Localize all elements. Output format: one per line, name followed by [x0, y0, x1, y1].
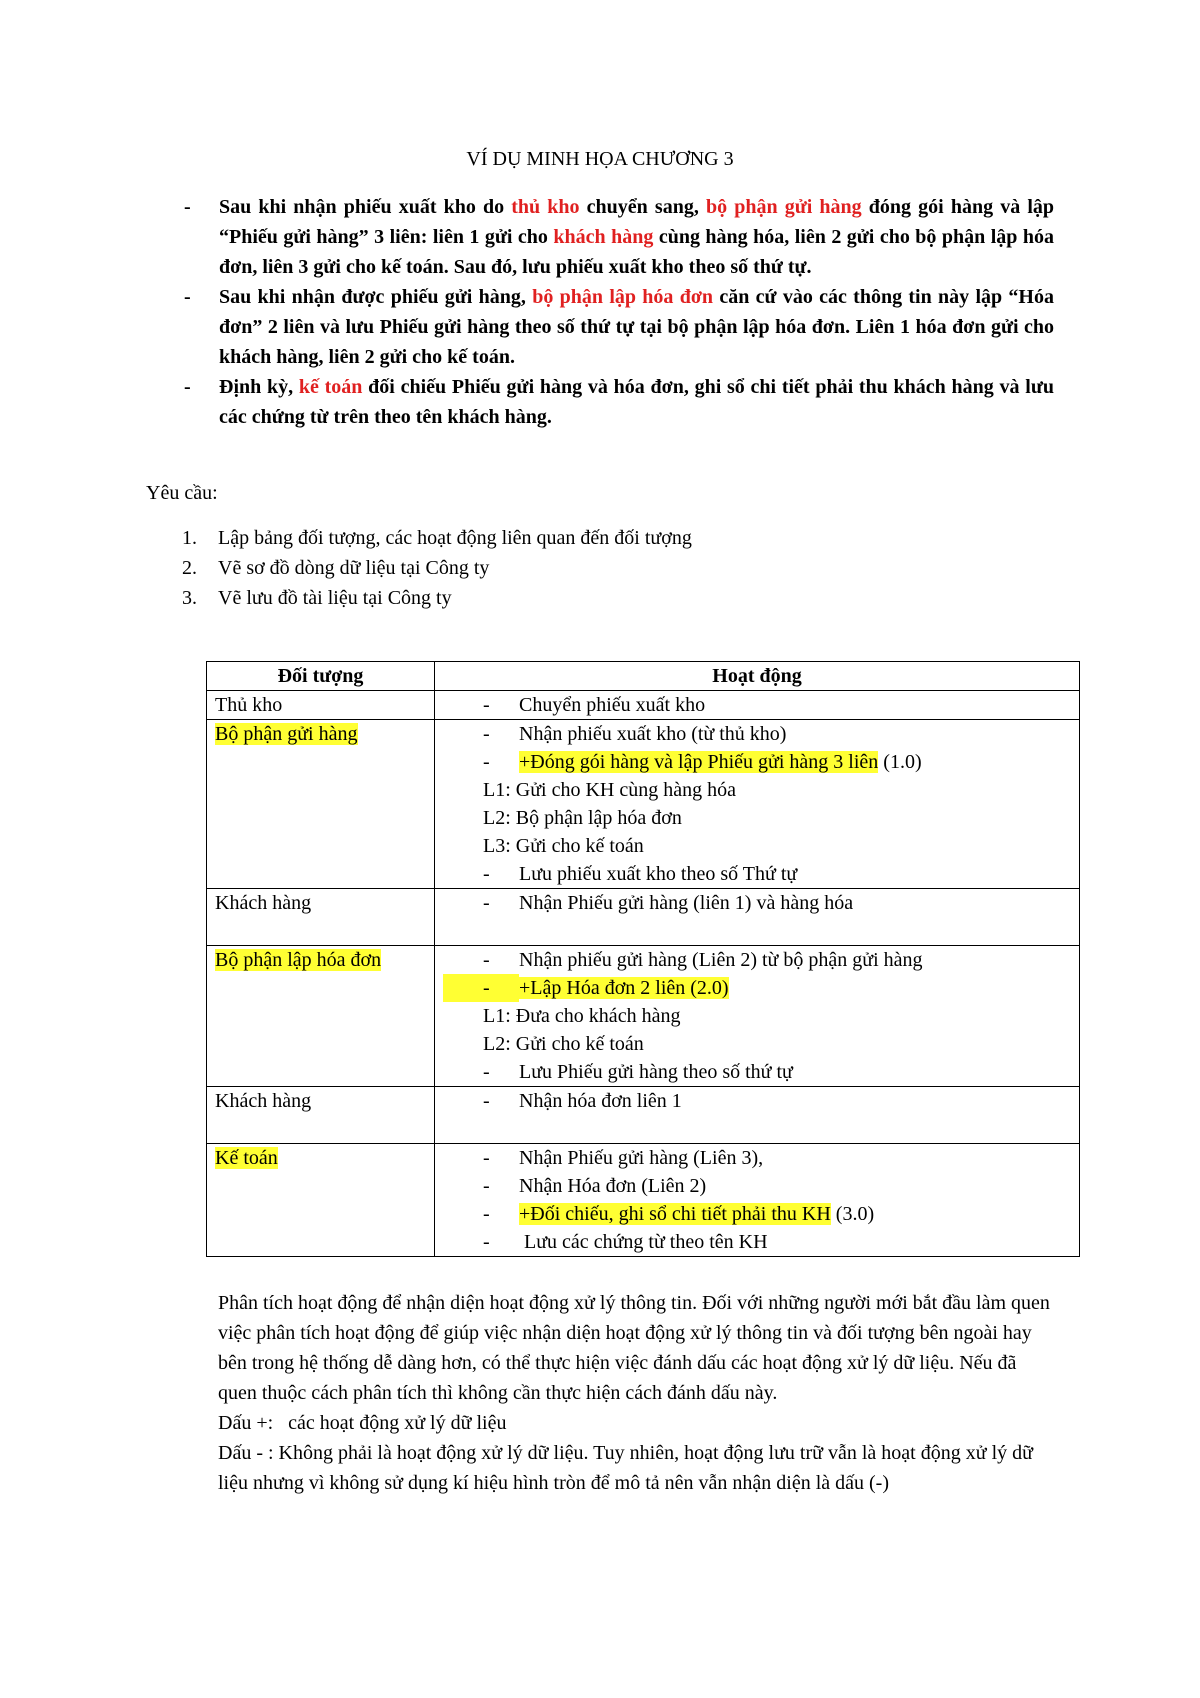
table-row	[207, 720, 1080, 889]
bullet-text: cùng hàng hóa, liên 2 gửi cho bộ phận lập hóa đơn, liên 3 gửi cho kế toán. Sau đó, lưu phiếu xuất kho theo số thứ tự.	[219, 226, 1054, 278]
activity-line	[443, 691, 1071, 719]
activity-dash: -	[443, 974, 519, 1002]
activity-dash: -	[483, 723, 490, 745]
scenario-bullet	[184, 372, 1054, 432]
bullet-text: đóng gói hàng và lập “Phiếu gửi hàng” 3 liên: liên 1 gửi cho	[219, 196, 1055, 248]
object-cell	[207, 720, 435, 889]
activity-dash: -	[483, 1175, 490, 1197]
bullet-text: Định kỳ,	[219, 376, 299, 398]
activity-text: Nhận Hóa đơn (Liên 2)	[519, 1175, 707, 1197]
object-name: Khách hàng	[215, 1090, 312, 1112]
activity-cell	[435, 1087, 1080, 1144]
activity-text: Chuyển phiếu xuất kho	[519, 694, 706, 716]
requirement-text: Lập bảng đối tượng, các hoạt động liên quan đến đối tượng	[218, 527, 692, 549]
activity-line	[443, 1030, 1071, 1058]
blank-line	[443, 1115, 1071, 1143]
activity-text: L1: Đưa cho khách hàng	[483, 1005, 681, 1027]
requirement-number: 3.	[182, 587, 197, 609]
requirement-text: Vẽ sơ đồ dòng dữ liệu tại Công ty	[218, 557, 490, 579]
activity-cell	[435, 691, 1080, 720]
scenario-bullet-list	[184, 192, 1054, 432]
emphasis-text: bộ phận lập hóa đơn	[532, 286, 714, 308]
activity-text: L2: Gửi cho kế toán	[483, 1033, 644, 1055]
requirement-number: 1.	[182, 527, 197, 549]
activity-dash: -	[483, 1203, 490, 1225]
header-activity: Hoạt động	[435, 662, 1080, 691]
object-cell	[207, 889, 435, 946]
requirements-list	[182, 523, 1002, 613]
activity-line	[443, 832, 1071, 860]
emphasis-text: kế toán	[298, 376, 363, 398]
object-cell	[207, 1087, 435, 1144]
requirement-number: 2.	[182, 557, 197, 579]
requirement-item	[182, 583, 1002, 613]
table-row	[207, 946, 1080, 1087]
activity-dash: -	[483, 863, 490, 885]
table-row	[207, 889, 1080, 946]
activity-line	[443, 1002, 1071, 1030]
requirement-item	[182, 523, 1002, 553]
table-row	[207, 691, 1080, 720]
activity-dash: -	[483, 1147, 490, 1169]
activity-line	[443, 1058, 1071, 1086]
activity-text: Nhận phiếu gửi hàng (Liên 2) từ bộ phận gửi hàng	[519, 949, 923, 971]
header-object: Đối tượng	[207, 662, 435, 691]
object-cell	[207, 1144, 435, 1257]
bullet-dash: -	[184, 196, 191, 218]
notes-paragraph: Phân tích hoạt động để nhận diện hoạt động xử lý thông tin. Đối với những người mới bắt đầu làm quen việc phân tích hoạt động để giúp việc nhận diện hoạt động xử lý thông tin và đối tượng bên ngoài hay bên trong hệ thống dễ dàng hơn, có thể thực hiện việc đánh dấu các hoạt động xử lý dữ liệu. Nếu đã quen thuộc cách phân tích thì không cần thực hiện cách đánh dấu này.	[218, 1292, 1050, 1404]
activity-text: Lưu Phiếu gửi hàng theo số thứ tự	[519, 1061, 793, 1083]
scenario-bullet	[184, 192, 1054, 282]
activity-line	[443, 946, 1071, 974]
analysis-notes	[218, 1288, 1058, 1498]
activity-text: Nhận phiếu xuất kho (từ thủ kho)	[519, 723, 787, 745]
object-cell	[207, 946, 435, 1087]
object-name: Kế toán	[215, 1147, 278, 1169]
activity-dash: -	[483, 1231, 490, 1253]
activity-line	[443, 1087, 1071, 1115]
bullet-text: Sau khi nhận phiếu xuất kho do	[219, 196, 512, 218]
activity-dash: -	[483, 751, 490, 773]
object-name: Thủ kho	[215, 694, 283, 716]
activity-text: Nhận Phiếu gửi hàng (liên 1) và hàng hóa	[519, 892, 854, 914]
activity-text: +Đóng gói hàng và lập Phiếu gửi hàng 3 liên	[519, 751, 879, 773]
activity-line	[443, 1144, 1071, 1172]
activity-line	[443, 974, 1071, 1002]
table-body	[207, 691, 1080, 1257]
bullet-text: căn cứ vào các thông tin này lập “Hóa đơn” 2 liên và lưu Phiếu gửi hàng theo số thứ tự tại bộ phận lập hóa đơn. Liên 1 hóa đơn gửi cho khách hàng, liên 2 gửi cho kế toán.	[219, 286, 1054, 368]
bullet-text: chuyển sang,	[579, 196, 706, 218]
activity-text: +Lập Hóa đơn 2 liên (2.0)	[519, 977, 729, 999]
activity-line	[443, 720, 1071, 748]
emphasis-text: thủ kho	[511, 196, 580, 218]
notes-plus-legend: Dấu +: các hoạt động xử lý dữ liệu	[218, 1412, 507, 1434]
table-row	[207, 1087, 1080, 1144]
activity-line	[443, 1200, 1071, 1228]
activity-line	[443, 860, 1071, 888]
object-name: Bộ phận gửi hàng	[215, 723, 358, 745]
activity-line	[443, 748, 1071, 776]
bullet-dash: -	[184, 376, 191, 398]
object-cell	[207, 691, 435, 720]
activity-score: (1.0)	[878, 751, 922, 773]
object-name: Bộ phận lập hóa đơn	[215, 949, 382, 971]
activity-dash: -	[483, 694, 490, 716]
activity-line	[443, 889, 1071, 917]
requirement-item	[182, 553, 1002, 583]
table-header-row	[207, 662, 1080, 691]
bullet-dash: -	[184, 286, 191, 308]
blank-line	[443, 917, 1071, 945]
activity-line	[443, 804, 1071, 832]
emphasis-text: khách hàng	[553, 226, 654, 248]
activity-text: L3: Gửi cho kế toán	[483, 835, 644, 857]
bullet-text: đối chiếu Phiếu gửi hàng và hóa đơn, ghi sổ chi tiết phải thu khách hàng và lưu các chứng từ trên theo tên khách hàng.	[219, 376, 1054, 428]
emphasis-text: bộ phận gửi hàng	[705, 196, 862, 218]
requirements-label: Yêu cầu:	[146, 482, 218, 504]
activity-dash: -	[483, 949, 490, 971]
activity-text: +Đối chiếu, ghi sổ chi tiết phải thu KH	[519, 1203, 831, 1225]
bullet-text: Sau khi nhận được phiếu gửi hàng,	[219, 286, 533, 308]
activity-cell	[435, 889, 1080, 946]
activity-text: Nhận Phiếu gửi hàng (Liên 3),	[519, 1147, 764, 1169]
activity-cell	[435, 1144, 1080, 1257]
activity-dash: -	[483, 892, 490, 914]
scenario-bullet	[184, 282, 1054, 372]
activity-text: Nhận hóa đơn liên 1	[519, 1090, 682, 1112]
activity-cell	[435, 946, 1080, 1087]
object-activity-table	[206, 661, 1080, 1257]
requirement-text: Vẽ lưu đồ tài liệu tại Công ty	[218, 587, 452, 609]
activity-dash: -	[483, 1061, 490, 1083]
activity-text: Lưu phiếu xuất kho theo số Thứ tự	[519, 863, 798, 885]
activity-text: L1: Gửi cho KH cùng hàng hóa	[483, 779, 737, 801]
activity-line	[443, 1172, 1071, 1200]
activity-dash: -	[483, 1090, 490, 1112]
object-name: Khách hàng	[215, 892, 312, 914]
notes-minus-legend: Dấu - : Không phải là hoạt động xử lý dữ liệu. Tuy nhiên, hoạt động lưu trữ vẫn là hoạt động xử lý dữ liệu nhưng vì không sử dụng kí hiệu hình tròn để mô tả nên vẫn nhận diện là dấu (-)	[218, 1442, 1033, 1494]
activity-score: (3.0)	[830, 1203, 875, 1225]
activity-text: Lưu các chứng từ theo tên KH	[519, 1231, 768, 1253]
activity-text: L2: Bộ phận lập hóa đơn	[483, 807, 682, 829]
activity-line	[443, 776, 1071, 804]
activity-line	[443, 1228, 1071, 1256]
table-row	[207, 1144, 1080, 1257]
activity-cell	[435, 720, 1080, 889]
page-title: VÍ DỤ MINH HỌA CHƯƠNG 3	[466, 148, 734, 170]
